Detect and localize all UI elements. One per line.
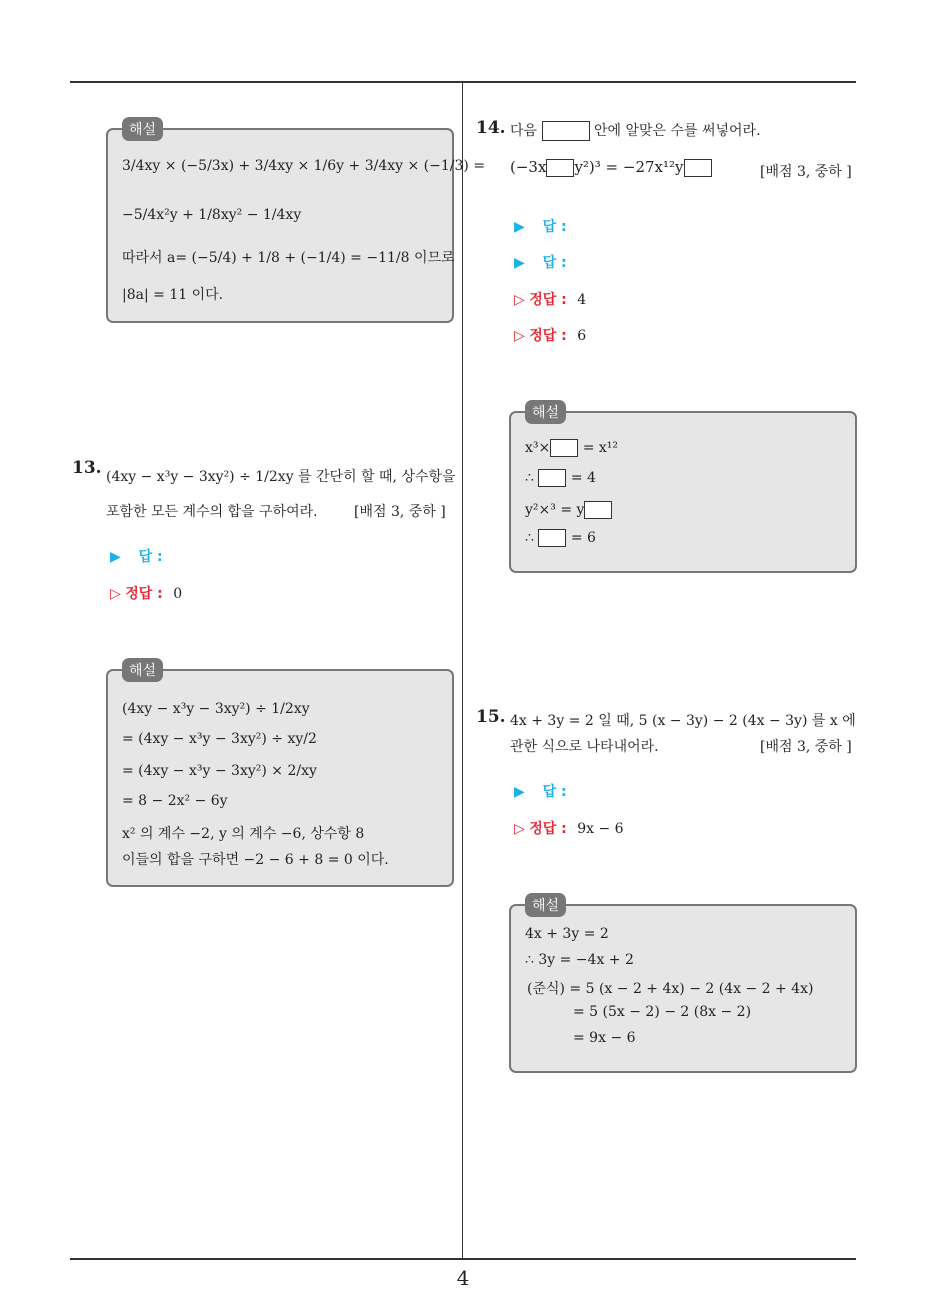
equation-part: y²)³ = −27x¹²y bbox=[574, 158, 684, 176]
explanation-box-15 bbox=[509, 898, 857, 1073]
correct-answer-value: 6 bbox=[577, 328, 587, 344]
play-icon: ▶ bbox=[514, 784, 525, 800]
therefore-symbol: ∴ bbox=[525, 470, 534, 486]
triangle-outline-icon: ▷ bbox=[514, 821, 525, 837]
question-number: 13. bbox=[72, 458, 102, 478]
explanation-line: 따라서 a= (−5/4) + 1/8 + (−1/4) = −11/8 이므로 bbox=[122, 250, 455, 266]
correct-answer bbox=[110, 583, 182, 603]
question-text-part: 다음 bbox=[510, 123, 538, 139]
question-text-part: 안에 알맞은 수를 써넣어라. bbox=[593, 123, 761, 139]
answer-blank bbox=[584, 501, 612, 519]
question-text: 포함한 모든 계수의 합을 구하여라. bbox=[106, 504, 318, 520]
answer-field[interactable] bbox=[514, 781, 567, 801]
explanation-line: = (4xy − x³y − 3xy²) × 2/xy bbox=[122, 763, 317, 779]
correct-answer-label: 정답 : bbox=[529, 821, 567, 837]
explanation-line: x² 의 계수 −2, y 의 계수 −6, 상수항 8 bbox=[122, 826, 365, 842]
answer-field[interactable] bbox=[110, 546, 163, 566]
question-text: 관한 식으로 나타내어라. bbox=[510, 739, 659, 755]
explanation-line bbox=[525, 501, 612, 519]
explanation-tag: 해설 bbox=[525, 400, 566, 424]
equation-part: (−3x bbox=[510, 158, 547, 176]
question-number: 14. bbox=[476, 118, 506, 138]
column-divider bbox=[462, 83, 463, 1259]
math-part: x³× bbox=[525, 440, 551, 456]
answer-blank bbox=[538, 469, 566, 487]
explanation-tag: 해설 bbox=[122, 117, 163, 141]
answer-blank bbox=[542, 121, 590, 141]
answer-field[interactable] bbox=[514, 252, 567, 272]
therefore-symbol: ∴ bbox=[525, 530, 534, 546]
question-score: [배점 3, 중하 ] bbox=[760, 164, 852, 180]
explanation-line: = 9x − 6 bbox=[573, 1030, 636, 1046]
explanation-line: (준식) = 5 (x − 2 + 4x) − 2 (4x − 2 + 4x) bbox=[527, 981, 814, 997]
question-score: [배점 3, 중하 ] bbox=[354, 504, 446, 520]
explanation-line: = 8 − 2x² − 6y bbox=[122, 793, 228, 809]
answer-field[interactable] bbox=[514, 216, 567, 236]
answer-label: 답 : bbox=[542, 219, 567, 235]
correct-answer-label: 정답 : bbox=[529, 292, 567, 308]
explanation-line: = (4xy − x³y − 3xy²) ÷ xy/2 bbox=[122, 731, 317, 747]
page-number: 4 bbox=[456, 1266, 470, 1290]
question-number: 15. bbox=[476, 707, 506, 727]
explanation-line: −5/4x²y + 1/8xy² − 1/4xy bbox=[122, 207, 302, 223]
math-part: y²×³ = y bbox=[525, 502, 585, 518]
answer-label: 답 : bbox=[138, 549, 163, 565]
explanation-box-12 bbox=[106, 122, 486, 323]
answer-blank bbox=[684, 159, 712, 177]
question-equation bbox=[510, 158, 712, 177]
play-icon: ▶ bbox=[110, 549, 121, 565]
question-text: (4xy − x³y − 3xy²) ÷ 1/2xy 를 간단히 할 때, 상수항을 bbox=[106, 469, 456, 485]
correct-answer bbox=[514, 289, 586, 309]
math-part: = 6 bbox=[570, 530, 596, 546]
triangle-outline-icon: ▷ bbox=[514, 328, 525, 344]
explanation-line: ∴ 3y = −4x + 2 bbox=[525, 952, 634, 968]
answer-blank bbox=[538, 529, 566, 547]
explanation-line: 4x + 3y = 2 bbox=[525, 926, 609, 942]
correct-answer-value: 9x − 6 bbox=[577, 821, 624, 837]
explanation-line: |8a| = 11 이다. bbox=[122, 287, 224, 303]
explanation-line bbox=[525, 469, 596, 487]
math-part: = x¹² bbox=[582, 440, 619, 456]
answer-blank bbox=[546, 159, 574, 177]
bottom-rule bbox=[70, 1258, 856, 1260]
explanation-line: (4xy − x³y − 3xy²) ÷ 1/2xy bbox=[122, 701, 310, 717]
correct-answer-label: 정답 : bbox=[125, 586, 163, 602]
correct-answer-value: 4 bbox=[577, 292, 587, 308]
correct-answer bbox=[514, 325, 586, 345]
correct-answer-label: 정답 : bbox=[529, 328, 567, 344]
explanation-tag: 해설 bbox=[122, 658, 163, 682]
question-text: 4x + 3y = 2 일 때, 5 (x − 3y) − 2 (4x − 3y) 를 x 에 bbox=[510, 713, 856, 729]
math-part: = 4 bbox=[570, 470, 596, 486]
answer-label: 답 : bbox=[542, 784, 567, 800]
explanation-box-14 bbox=[509, 405, 857, 573]
explanation-line bbox=[525, 439, 618, 457]
explanation-box-13 bbox=[106, 663, 454, 887]
explanation-line bbox=[525, 529, 596, 547]
explanation-line: = 5 (5x − 2) − 2 (8x − 2) bbox=[573, 1004, 752, 1020]
explanation-line: 이들의 합을 구하면 −2 − 6 + 8 = 0 이다. bbox=[122, 852, 389, 868]
explanation-tag: 해설 bbox=[525, 893, 566, 917]
question-text bbox=[510, 120, 761, 141]
correct-answer-value: 0 bbox=[173, 586, 183, 602]
triangle-outline-icon: ▷ bbox=[514, 292, 525, 308]
correct-answer bbox=[514, 818, 624, 838]
question-score: [배점 3, 중하 ] bbox=[760, 739, 852, 755]
triangle-outline-icon: ▷ bbox=[110, 586, 121, 602]
top-rule bbox=[70, 81, 856, 83]
answer-blank bbox=[550, 439, 578, 457]
explanation-line: 3/4xy × (−5/3x) + 3/4xy × 1/6y + 3/4xy × (−1/3) = bbox=[122, 158, 486, 174]
play-icon: ▶ bbox=[514, 255, 525, 271]
answer-label: 답 : bbox=[542, 255, 567, 271]
play-icon: ▶ bbox=[514, 219, 525, 235]
